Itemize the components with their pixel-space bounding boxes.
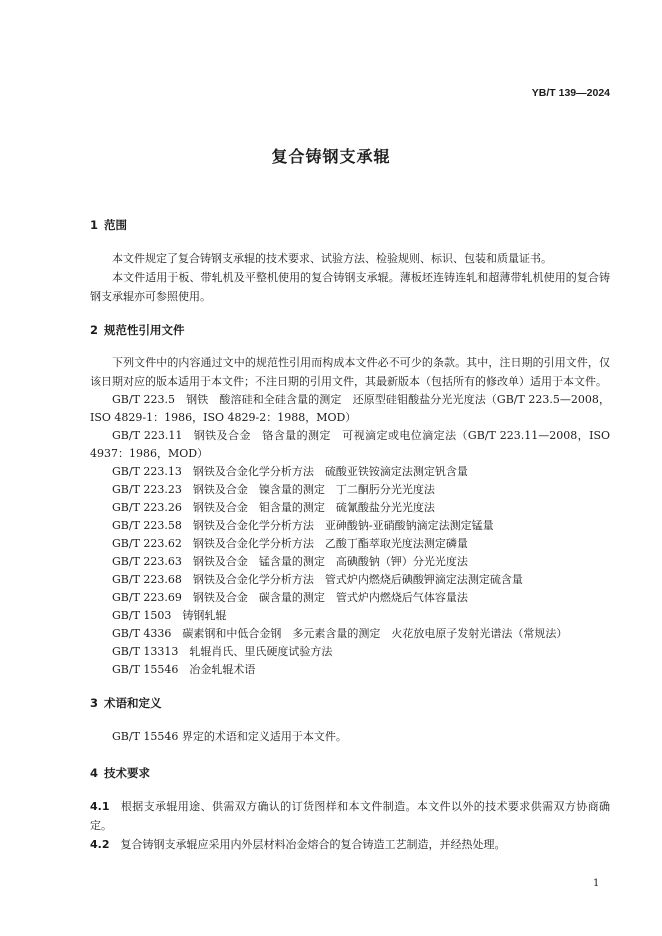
section-scope xyxy=(90,218,610,306)
section-title: 规范性引用文件 xyxy=(104,323,185,337)
section-number: 2 xyxy=(90,323,99,337)
section-body xyxy=(90,797,610,854)
reference-code: GB/T 223.58 xyxy=(112,519,182,533)
reference-title: 钢铁及合金 镍含量的测定 丁二酮肟分光光度法 xyxy=(192,483,435,497)
paragraph: GB/T 15546 界定的术语和定义适用于本文件。 xyxy=(112,730,347,744)
section-number: 4 xyxy=(90,766,99,781)
reference-item xyxy=(90,517,610,535)
section-normative-references xyxy=(90,323,610,679)
section-body xyxy=(90,354,610,679)
reference-title: 铸钢轧辊 xyxy=(182,609,227,623)
reference-code: GB/T 13313 xyxy=(112,645,179,659)
section-terms-definitions xyxy=(90,696,610,746)
reference-item xyxy=(90,481,610,499)
reference-title: 冶金轧辊术语 xyxy=(189,663,256,677)
reference-item xyxy=(90,589,610,607)
section-heading xyxy=(90,766,610,780)
paragraph: 本文件规定了复合铸钢支承辊的技术要求、试验方法、检验规则、标识、包装和质量证书。 xyxy=(112,252,552,265)
reference-title: 钢铁及合金 铬含量的测定 可视滴定或电位滴定法（GB/T 223.11—2008，ISO 4937：1986，MOD） xyxy=(90,429,610,461)
reference-item xyxy=(90,391,610,427)
reference-code: GB/T 223.62 xyxy=(112,537,182,551)
reference-title: 碳素钢和中低合金钢 多元素含量的测定 火花放电原子发射光谱法（常规法） xyxy=(182,627,568,641)
page-number: 1 xyxy=(593,878,600,889)
section-number: 1 xyxy=(90,218,99,232)
reference-code: GB/T 223.63 xyxy=(112,555,182,569)
section-title: 术语和定义 xyxy=(104,696,162,711)
reference-title: 钢铁及合金化学分析方法 硫酸亚铁铵滴定法测定钒含量 xyxy=(192,465,468,479)
reference-title: 轧辊肖氏、里氏硬度试验方法 xyxy=(189,645,333,659)
clause-text: 根据支承辊用途、供需双方确认的订货图样和本文件制造。本文件以外的技术要求供需双方协商确定。 xyxy=(90,800,610,833)
reference-item xyxy=(90,463,610,481)
clause-number: 4.2 xyxy=(90,838,110,852)
reference-item xyxy=(90,553,610,571)
reference-item xyxy=(90,661,610,679)
section-title: 范围 xyxy=(104,218,127,232)
reference-item xyxy=(90,571,610,589)
reference-code: GB/T 223.5 xyxy=(112,393,176,407)
reference-code: GB/T 223.26 xyxy=(112,501,182,515)
reference-title: 钢铁及合金 碳含量的测定 管式炉内燃烧后气体容量法 xyxy=(192,591,468,605)
reference-title: 钢铁 酸溶硅和全硅含量的测定 还原型硅钼酸盐分光光度法（GB/T 223.5—2008，ISO 4829-1：1986，ISO 4829-2：1988，MOD） xyxy=(90,393,610,425)
reference-title: 钢铁及合金化学分析方法 管式炉内燃烧后碘酸钾滴定法测定硫含量 xyxy=(192,573,523,587)
reference-item xyxy=(90,643,610,661)
paragraph: 本文件适用于板、带轧机及平整机使用的复合铸钢支承辊。薄板坯连铸连轧和超薄带轧机使用的复合铸钢支承辊亦可参照使用。 xyxy=(90,271,610,303)
section-title: 技术要求 xyxy=(104,766,150,781)
reference-item xyxy=(90,625,610,643)
document-body xyxy=(90,218,610,854)
section-heading xyxy=(90,696,610,710)
section-body xyxy=(90,727,610,746)
reference-code: GB/T 223.68 xyxy=(112,573,182,587)
reference-item xyxy=(90,607,610,625)
reference-item xyxy=(90,427,610,463)
reference-item xyxy=(90,499,610,517)
reference-code: GB/T 223.69 xyxy=(112,591,182,605)
section-heading xyxy=(90,323,610,337)
reference-title: 钢铁及合金 锰含量的测定 高碘酸钠（钾）分光光度法 xyxy=(192,555,468,569)
reference-code: GB/T 223.23 xyxy=(112,483,182,497)
references-intro: 下列文件中的内容通过文中的规范性引用而构成本文件必不可少的条款。其中，注日期的引用文件，仅该日期对应的版本适用于本文件；不注日期的引用文件，其最新版本（包括所有的修改单）适用于本文件。 xyxy=(90,356,610,388)
standard-code-header: YB/T 139—2024 xyxy=(531,87,610,99)
section-technical-requirements xyxy=(90,766,610,854)
section-number: 3 xyxy=(90,696,99,711)
clause-text: 复合铸钢支承辊应采用内外层材料冶金熔合的复合铸造工艺制造，并经热处理。 xyxy=(120,838,506,852)
reference-code: GB/T 1503 xyxy=(112,609,172,623)
reference-code: GB/T 223.13 xyxy=(112,465,182,479)
reference-code: GB/T 15546 xyxy=(112,663,179,677)
clause xyxy=(90,835,610,854)
reference-code: GB/T 223.11 xyxy=(112,429,183,443)
clause xyxy=(90,797,610,835)
clause-number: 4.1 xyxy=(90,800,110,814)
reference-title: 钢铁及合金化学分析方法 亚砷酸钠-亚硝酸钠滴定法测定锰量 xyxy=(192,519,494,533)
reference-item xyxy=(90,535,610,553)
reference-title: 钢铁及合金 钼含量的测定 硫氰酸盐分光光度法 xyxy=(192,501,435,515)
section-body xyxy=(90,249,610,306)
document-title: 复合铸钢支承辊 xyxy=(271,147,391,166)
section-heading xyxy=(90,218,610,232)
reference-code: GB/T 4336 xyxy=(112,627,172,641)
reference-title: 钢铁及合金化学分析方法 乙酸丁酯萃取光度法测定磷量 xyxy=(192,537,468,551)
